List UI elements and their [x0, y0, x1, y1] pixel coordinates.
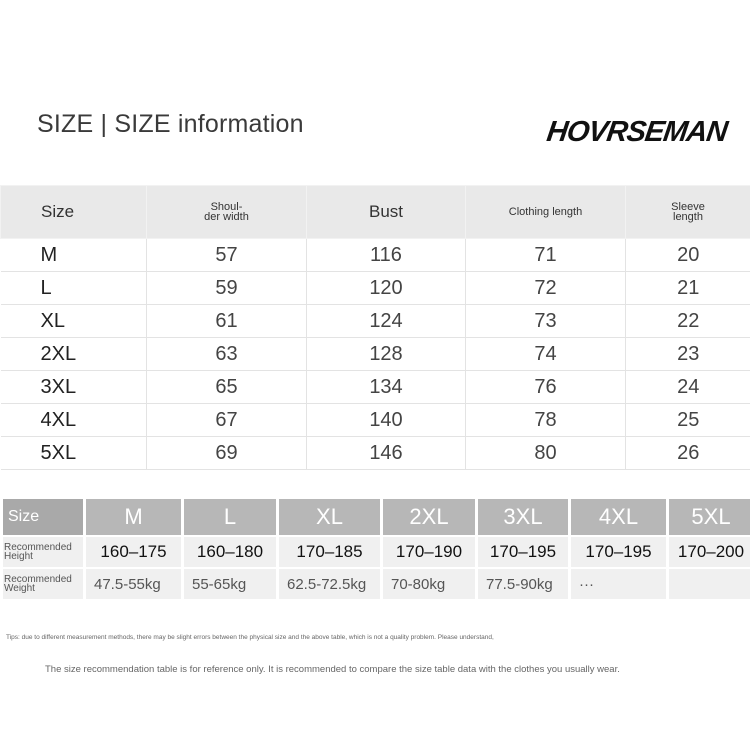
header-sleeve-length: Sleeve length	[626, 186, 750, 239]
recommend-size-xl: XL	[279, 499, 380, 535]
cell-shoulder: 63	[147, 338, 307, 371]
recommend-size-4xl: 4XL	[571, 499, 666, 535]
page-title: SIZE | SIZE information	[37, 110, 304, 138]
cell-bust: 128	[307, 338, 466, 371]
cell-sleeve: 20	[626, 239, 750, 272]
header-shoulder-width: Shoul- der width	[147, 186, 307, 239]
cell-shoulder: 59	[147, 272, 307, 305]
height-cell: 170–195	[478, 537, 568, 567]
cell-sleeve: 21	[626, 272, 750, 305]
reference-note: The size recommendation table is for reference only. It is recommended to compare the size table data with the clothes you usually wear.	[45, 664, 620, 675]
recommend-weight-label: Recommended Weight	[3, 569, 83, 599]
cell-shoulder: 67	[147, 404, 307, 437]
cell-length: 74	[466, 338, 626, 371]
header-size: Size	[1, 186, 147, 239]
cell-bust: 116	[307, 239, 466, 272]
brand-logo: HOVRSEMAN	[544, 116, 729, 148]
height-cell: 170–195	[571, 537, 666, 567]
header-bust: Bust	[307, 186, 466, 239]
size-table-header	[1, 186, 750, 239]
cell-size: 3XL	[1, 371, 147, 404]
recommend-size-5xl: 5XL	[669, 499, 750, 535]
cell-length: 71	[466, 239, 626, 272]
header-clothing-length: Clothing length	[466, 186, 626, 239]
cell-bust: 140	[307, 404, 466, 437]
cell-size: 5XL	[1, 437, 147, 470]
recommend-weight-row	[3, 569, 750, 599]
height-cell: 170–190	[383, 537, 475, 567]
tips-text: Tips: due to different measurement methods, there may be slight errors between the physical size and the above table, which is not a quality problem. Please understand,	[6, 634, 494, 641]
cell-length: 78	[466, 404, 626, 437]
recommend-size-m: M	[86, 499, 181, 535]
recommend-size-3xl: 3XL	[478, 499, 568, 535]
recommend-height-row	[3, 537, 750, 567]
weight-cell: 47.5-55kg	[86, 569, 181, 599]
recommend-height-label: Recommended Height	[3, 537, 83, 567]
size-table	[0, 185, 750, 470]
cell-sleeve: 22	[626, 305, 750, 338]
weight-cell: 55-65kg	[184, 569, 276, 599]
height-cell: 170–185	[279, 537, 380, 567]
table-row	[1, 371, 750, 404]
weight-cell: ···	[571, 569, 666, 599]
cell-shoulder: 61	[147, 305, 307, 338]
cell-length: 80	[466, 437, 626, 470]
cell-shoulder: 65	[147, 371, 307, 404]
recommendation-table	[0, 497, 750, 601]
cell-shoulder: 69	[147, 437, 307, 470]
cell-bust: 124	[307, 305, 466, 338]
cell-size: L	[1, 272, 147, 305]
cell-sleeve: 25	[626, 404, 750, 437]
table-row	[1, 404, 750, 437]
cell-shoulder: 57	[147, 239, 307, 272]
table-row	[1, 437, 750, 470]
recommend-size-label: Size	[3, 499, 83, 535]
cell-sleeve: 26	[626, 437, 750, 470]
table-row	[1, 338, 750, 371]
height-cell: 160–175	[86, 537, 181, 567]
cell-size: 4XL	[1, 404, 147, 437]
cell-length: 72	[466, 272, 626, 305]
recommend-header-row	[3, 499, 750, 535]
cell-bust: 120	[307, 272, 466, 305]
cell-length: 76	[466, 371, 626, 404]
cell-size: M	[1, 239, 147, 272]
table-row	[1, 305, 750, 338]
cell-sleeve: 23	[626, 338, 750, 371]
cell-length: 73	[466, 305, 626, 338]
weight-cell: 70-80kg	[383, 569, 475, 599]
cell-bust: 134	[307, 371, 466, 404]
table-row	[1, 272, 750, 305]
recommend-size-l: L	[184, 499, 276, 535]
height-cell: 160–180	[184, 537, 276, 567]
height-cell: 170–200	[669, 537, 750, 567]
cell-bust: 146	[307, 437, 466, 470]
weight-cell	[669, 569, 750, 599]
recommend-size-2xl: 2XL	[383, 499, 475, 535]
table-row	[1, 239, 750, 272]
weight-cell: 77.5-90kg	[478, 569, 568, 599]
cell-size: 2XL	[1, 338, 147, 371]
cell-sleeve: 24	[626, 371, 750, 404]
weight-cell: 62.5-72.5kg	[279, 569, 380, 599]
cell-size: XL	[1, 305, 147, 338]
